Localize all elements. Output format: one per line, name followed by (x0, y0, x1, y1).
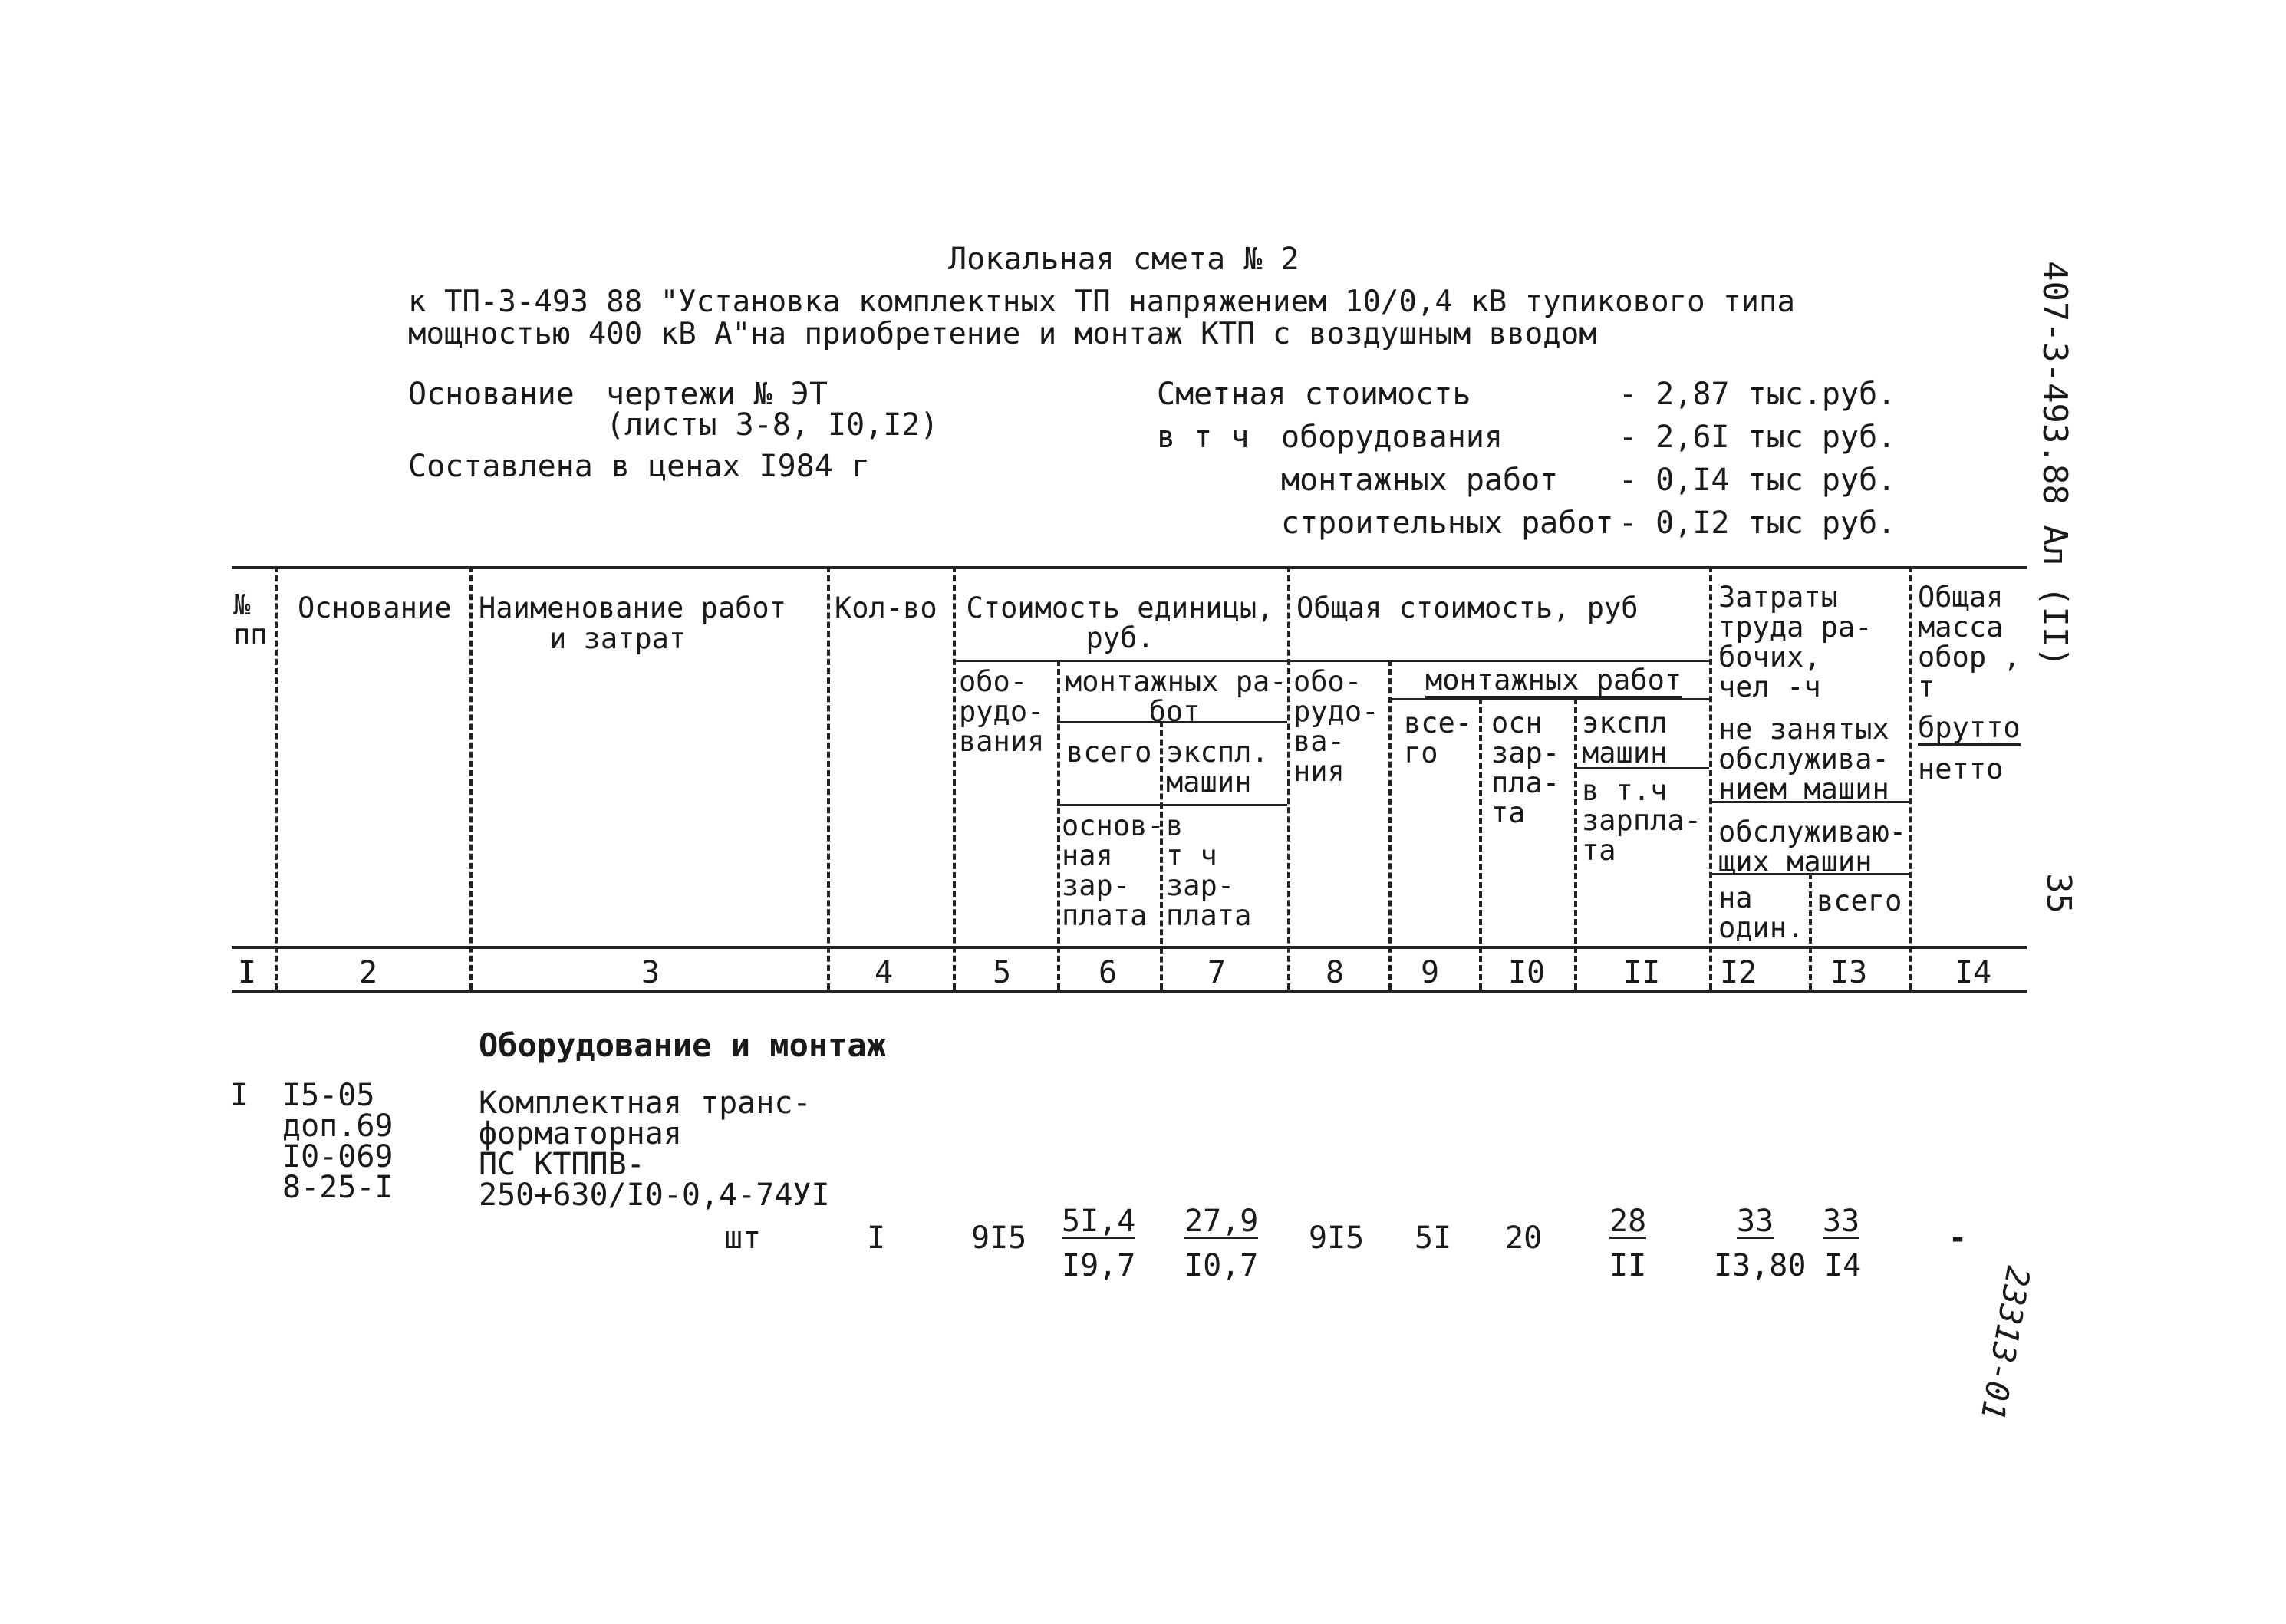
prices-note: Составлена в ценах I984 г (408, 449, 871, 484)
header-labor: Затраты труда ра- бочих, чел -ч (1718, 581, 1873, 703)
col-divider-1 (275, 566, 278, 990)
archive-stamp-side: 23313-01 (1973, 1263, 2037, 1423)
col-number-4: 4 (875, 955, 894, 990)
row-total-mount: 5I (1415, 1220, 1452, 1256)
col-number-9: 9 (1421, 955, 1440, 990)
basis-label: Основание (408, 377, 575, 412)
col-number-1: I (238, 955, 257, 990)
col-divider-9 (1479, 698, 1482, 990)
header-unit-mounting: монтажных ра- бот (1065, 665, 1287, 728)
row-basis-1: I5-05 (282, 1078, 375, 1113)
row-labor-total-serv: I4 (1824, 1248, 1862, 1283)
equipment-label: оборудования (1281, 420, 1503, 455)
header-labor-serving: обслуживаю- щих машин (1718, 815, 1907, 878)
row-name-4: 250+630/I0-0,4-74УI (479, 1178, 830, 1213)
mounting-value: - 0,I4 тыс руб. (1619, 463, 1896, 498)
rule-unit-mount-sub (1057, 804, 1287, 806)
header-unit-equipment: обо- рудо- вания (959, 665, 1045, 758)
row-unit-mount-base-salary: I9,7 (1062, 1248, 1136, 1283)
document-subtitle-line2: мощностью 400 кВ А"на приобретение и монтаж КТП с воздушным вводом (408, 317, 1597, 351)
rule-total-cost (1287, 660, 1709, 662)
header-total-exp-incl: в т.ч зарпла- та (1582, 774, 1701, 867)
row-basis-2: доп.69 (282, 1108, 394, 1144)
header-unit-mount-total: всего (1066, 736, 1152, 769)
estimate-cost-label: Сметная стоимость (1157, 377, 1471, 412)
col-divider-3 (827, 566, 830, 990)
row-total-base-salary: 20 (1505, 1220, 1543, 1256)
row-unit-mount-exp: 27,9 (1184, 1204, 1259, 1239)
header-mass-net: нетто (1918, 753, 2004, 786)
col-divider-12 (1809, 873, 1812, 990)
basis-value-line1: чертежи № ЭТ (606, 377, 828, 412)
col-number-14: I4 (1955, 955, 1992, 990)
header-name-line2: и затрат (549, 622, 687, 655)
rule-unit-cost (953, 660, 1287, 662)
col-divider-7 (1287, 566, 1290, 990)
row-basis-4: 8-25-I (282, 1170, 394, 1205)
col-number-12: I2 (1720, 955, 1757, 990)
header-unit-mount-base: основ- ная зар- плата (1062, 809, 1164, 932)
header-unit-mount-incl: в т ч зар- плата (1166, 809, 1252, 932)
including-label: в т ч (1157, 420, 1250, 455)
row-name-3: ПС КТППВ- (479, 1147, 645, 1182)
rule-total-mount (1388, 698, 1709, 700)
row-total-exp: 28 (1609, 1204, 1647, 1239)
equipment-value: - 2,6I тыс руб. (1619, 420, 1896, 455)
header-mass-gross: брутто (1918, 711, 2021, 744)
row-name-2: форматорная (479, 1116, 682, 1151)
col-divider-13 (1909, 566, 1912, 990)
row-total-exp-salary: II (1609, 1248, 1647, 1283)
row-labor-per-unit: 33 (1737, 1204, 1774, 1239)
basis-value-line2: (листы 3-8, I0,I2) (606, 407, 939, 443)
row-labor-total: 33 (1823, 1204, 1860, 1239)
table-colnum-bottom-rule (232, 990, 2027, 993)
col-number-5: 5 (993, 955, 1012, 990)
header-labor-per-unit: на один. (1718, 881, 1804, 944)
header-num: № пп (233, 588, 268, 651)
col-number-7: 7 (1207, 955, 1227, 990)
row-total-equipment: 9I5 (1309, 1220, 1365, 1256)
header-total-base: осн зар- пла- та (1491, 707, 1560, 829)
table-header-bottom-rule (232, 946, 2027, 949)
header-name-line1: Наименование работ (479, 591, 786, 624)
header-total-cost: Общая стоимость, руб (1296, 591, 1639, 624)
row-labor-per-unit-serv: I3,80 (1714, 1248, 1807, 1283)
row-unit-mount-total: 5I,4 (1062, 1204, 1136, 1239)
col-divider-10 (1574, 698, 1577, 990)
col-number-11: II (1623, 955, 1661, 990)
col-number-8: 8 (1326, 955, 1345, 990)
header-mass: Общая масса обор , т (1918, 581, 2021, 703)
header-basis: Основание (298, 591, 452, 624)
building-label: строительных работ (1281, 506, 1614, 541)
document-subtitle-line1: к ТП-3-493 88 "Установка комплектных ТП напряжением 10/0,4 кВ тупикового типа (408, 285, 1795, 319)
col-divider-2 (469, 566, 473, 990)
header-labor-total: всего (1817, 884, 1902, 917)
header-unit-mount-exp: экспл. машин (1166, 736, 1269, 799)
header-unit-cost: Стоимость единицы, руб. (966, 591, 1274, 654)
col-divider-5 (1057, 660, 1060, 990)
row-unit-mount-exp-salary: I0,7 (1184, 1248, 1259, 1283)
header-labor-not-busy: не занятых обслужива- нием машин (1718, 713, 1889, 805)
document-code-side: 407-3-493.88 Ал (II) (2035, 261, 2074, 667)
col-number-10: I0 (1508, 955, 1546, 990)
row-unit: шт (724, 1220, 762, 1256)
col-number-6: 6 (1099, 955, 1118, 990)
header-total-mounting: монтажных работ (1425, 664, 1682, 697)
header-total-exp: экспл машин (1582, 707, 1668, 769)
row-name-1: Комплектная транс- (479, 1085, 812, 1121)
col-number-3: 3 (641, 955, 660, 990)
header-total-equipment: обо- рудо- ва- ния (1293, 665, 1379, 788)
col-divider-4 (953, 566, 956, 990)
table-top-rule (232, 566, 2027, 569)
page-number-side: 35 (2039, 873, 2078, 914)
building-value: - 0,I2 тыс руб. (1619, 506, 1896, 541)
document-title: Локальная смета № 2 (948, 242, 1299, 277)
row-mass: - (1948, 1220, 1968, 1256)
col-divider-8 (1388, 660, 1392, 990)
mounting-label: монтажных работ (1281, 463, 1559, 498)
header-total-all: все- го (1404, 707, 1473, 769)
col-divider-11 (1709, 566, 1712, 990)
section-title: Оборудование и монтаж (479, 1026, 887, 1064)
col-number-2: 2 (359, 955, 378, 990)
col-number-13: I3 (1830, 955, 1868, 990)
row-number: I (230, 1078, 249, 1113)
row-basis-3: I0-069 (282, 1139, 394, 1174)
estimate-cost-value: - 2,87 тыс.руб. (1619, 377, 1896, 412)
header-qty: Кол-во (835, 591, 937, 624)
row-unit-equipment: 9I5 (971, 1220, 1027, 1256)
row-qty: I (867, 1220, 886, 1256)
